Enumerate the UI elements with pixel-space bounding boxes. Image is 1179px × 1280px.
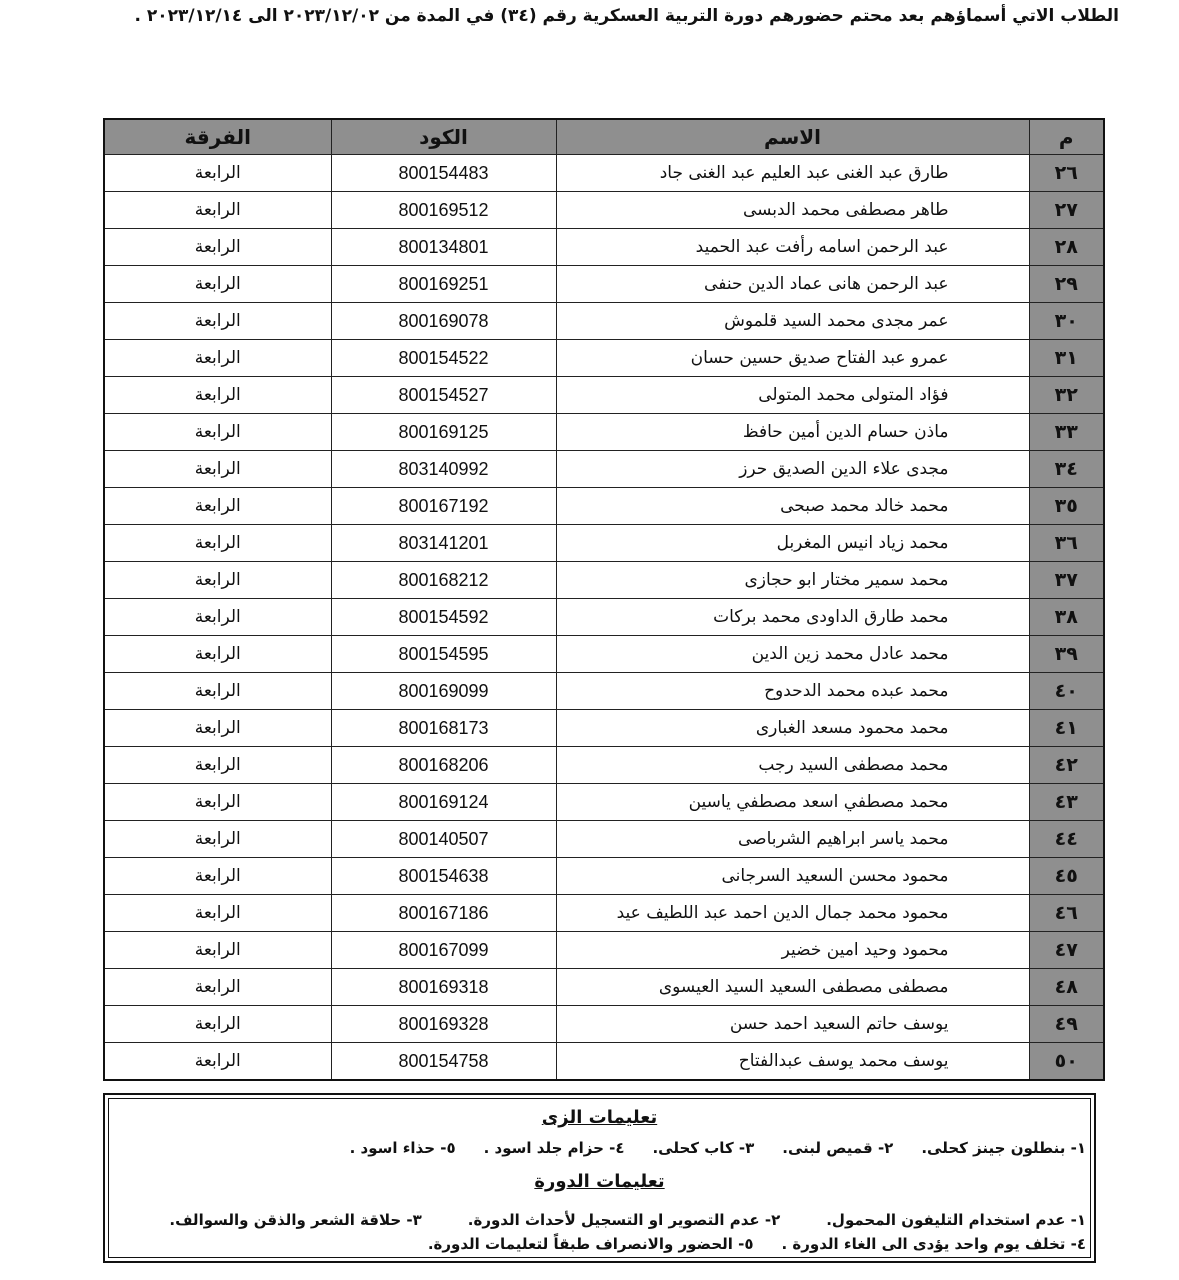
- student-code: 800169251: [331, 266, 556, 303]
- table-row: [104, 303, 1104, 340]
- student-name: يوسف حاتم السعيد احمد حسن: [556, 1006, 1029, 1043]
- student-division: الرابعة: [104, 229, 331, 266]
- student-name: ماذن حسام الدين أمين حافظ: [556, 414, 1029, 451]
- student-code: 800168173: [331, 710, 556, 747]
- row-number: ٣٨: [1029, 599, 1104, 636]
- table-row: [104, 673, 1104, 710]
- table-row: [104, 192, 1104, 229]
- student-division: الرابعة: [104, 895, 331, 932]
- table-row: [104, 636, 1104, 673]
- student-division: الرابعة: [104, 562, 331, 599]
- student-name: فؤاد المتولى محمد المتولى: [556, 377, 1029, 414]
- course-instructions-heading: تعليمات الدورة: [534, 1171, 665, 1192]
- course-item: ١- عدم استخدام التليفون المحمول.: [826, 1211, 1086, 1229]
- uniform-item: ٣- كاب كحلى.: [652, 1139, 755, 1157]
- uniform-item: ٤- حزام جلد اسود .: [483, 1139, 625, 1157]
- student-name: عبد الرحمن اسامه رأفت عبد الحميد: [556, 229, 1029, 266]
- table-header-row: [104, 119, 1104, 155]
- student-division: الرابعة: [104, 1006, 331, 1043]
- table-row: [104, 451, 1104, 488]
- table-row: [104, 821, 1104, 858]
- row-number: ٤٣: [1029, 784, 1104, 821]
- row-number: ٣٩: [1029, 636, 1104, 673]
- student-name: محمود وحيد امين خضير: [556, 932, 1029, 969]
- table-body: [104, 155, 1104, 1081]
- student-name: عمر مجدى محمد السيد قلموش: [556, 303, 1029, 340]
- table-row: [104, 340, 1104, 377]
- table-row: [104, 858, 1104, 895]
- header-code: الكود: [331, 119, 556, 155]
- row-number: ٤٢: [1029, 747, 1104, 784]
- table-row: [104, 1006, 1104, 1043]
- table-row: [104, 747, 1104, 784]
- row-number: ٣٤: [1029, 451, 1104, 488]
- row-number: ٣٠: [1029, 303, 1104, 340]
- table-row: [104, 1043, 1104, 1081]
- student-name: محمد خالد محمد صبحى: [556, 488, 1029, 525]
- student-division: الرابعة: [104, 636, 331, 673]
- student-code: 800154595: [331, 636, 556, 673]
- row-number: ٤٩: [1029, 1006, 1104, 1043]
- student-name: محمد طارق الداودى محمد بركات: [556, 599, 1029, 636]
- uniform-item: ١- بنطلون جينز كحلى.: [921, 1139, 1086, 1157]
- student-name: طاهر مصطفى محمد الدبسى: [556, 192, 1029, 229]
- row-number: ٤٦: [1029, 895, 1104, 932]
- header-num: م: [1029, 119, 1104, 155]
- table-row: [104, 969, 1104, 1006]
- row-number: ٢٧: [1029, 192, 1104, 229]
- row-number: ٤٧: [1029, 932, 1104, 969]
- row-number: ٣٦: [1029, 525, 1104, 562]
- student-code: 800140507: [331, 821, 556, 858]
- table-row: [104, 599, 1104, 636]
- student-code: 803140992: [331, 451, 556, 488]
- row-number: ٣١: [1029, 340, 1104, 377]
- student-code: 800169099: [331, 673, 556, 710]
- student-division: الرابعة: [104, 525, 331, 562]
- table-row: [104, 525, 1104, 562]
- table-row: [104, 229, 1104, 266]
- student-code: 800169328: [331, 1006, 556, 1043]
- student-name: محمد سمير مختار ابو حجازى: [556, 562, 1029, 599]
- student-code: 803141201: [331, 525, 556, 562]
- student-code: 800154522: [331, 340, 556, 377]
- student-name: مصطفى مصطفى السعيد السيد العيسوى: [556, 969, 1029, 1006]
- student-name: طارق عبد الغنى عبد العليم عبد الغنى جاد: [556, 155, 1029, 192]
- table-row: [104, 414, 1104, 451]
- student-code: 800154592: [331, 599, 556, 636]
- student-division: الرابعة: [104, 599, 331, 636]
- student-code: 800169124: [331, 784, 556, 821]
- course-item: ٢- عدم التصوير او التسجيل لأحداث الدورة.: [467, 1211, 781, 1229]
- table-row: [104, 562, 1104, 599]
- table-row: [104, 895, 1104, 932]
- student-division: الرابعة: [104, 155, 331, 192]
- student-code: 800169078: [331, 303, 556, 340]
- row-number: ٤٤: [1029, 821, 1104, 858]
- student-name: محمود محسن السعيد السرجانى: [556, 858, 1029, 895]
- course-item: ٣- حلاقة الشعر والذقن والسوالف.: [169, 1211, 422, 1229]
- row-number: ٣٥: [1029, 488, 1104, 525]
- student-division: الرابعة: [104, 303, 331, 340]
- table-row: [104, 932, 1104, 969]
- student-code: 800167192: [331, 488, 556, 525]
- student-division: الرابعة: [104, 747, 331, 784]
- uniform-instructions-line: [113, 1139, 1086, 1157]
- header-division: الفرقة: [104, 119, 331, 155]
- table-row: [104, 155, 1104, 192]
- student-division: الرابعة: [104, 932, 331, 969]
- student-division: الرابعة: [104, 488, 331, 525]
- student-name: محمود محمد جمال الدين احمد عبد اللطيف عيد: [556, 895, 1029, 932]
- student-code: 800167186: [331, 895, 556, 932]
- students-table: [103, 118, 1105, 1081]
- student-code: 800154638: [331, 858, 556, 895]
- student-code: 800167099: [331, 932, 556, 969]
- row-number: ٣٧: [1029, 562, 1104, 599]
- student-name: يوسف محمد يوسف عبدالفتاح: [556, 1043, 1029, 1081]
- student-code: 800154483: [331, 155, 556, 192]
- row-number: ٥٠: [1029, 1043, 1104, 1081]
- student-division: الرابعة: [104, 784, 331, 821]
- row-number: ٢٦: [1029, 155, 1104, 192]
- page-title: الطلاب الاتي أسماؤهم بعد محتم حضورهم دورة التربية العسكرية رقم (٣٤) في المدة من ٢٠٢٣/١٢/٠٢ الى ٢٠٢٣/١٢/١٤ .: [134, 6, 1119, 26]
- student-division: الرابعة: [104, 377, 331, 414]
- student-division: الرابعة: [104, 414, 331, 451]
- student-name: مجدى علاء الدين الصديق حرز: [556, 451, 1029, 488]
- student-division: الرابعة: [104, 673, 331, 710]
- student-code: 800134801: [331, 229, 556, 266]
- student-division: الرابعة: [104, 710, 331, 747]
- student-division: الرابعة: [104, 858, 331, 895]
- table-row: [104, 488, 1104, 525]
- row-number: ٣٢: [1029, 377, 1104, 414]
- student-code: 800154527: [331, 377, 556, 414]
- student-division: الرابعة: [104, 1043, 331, 1081]
- course-item: ٤- تخلف يوم واحد يؤدى الى الغاء الدورة .: [781, 1235, 1086, 1253]
- table-row: [104, 784, 1104, 821]
- uniform-item: ٥- حذاء اسود .: [349, 1139, 456, 1157]
- table-row: [104, 266, 1104, 303]
- row-number: ٢٨: [1029, 229, 1104, 266]
- student-name: عبد الرحمن هانى عماد الدين حنفى: [556, 266, 1029, 303]
- course-item: ٥- الحضور والانصراف طبقاً لتعليمات الدورة.: [427, 1235, 754, 1253]
- student-code: 800169125: [331, 414, 556, 451]
- student-division: الرابعة: [104, 266, 331, 303]
- student-division: الرابعة: [104, 340, 331, 377]
- student-code: 800168206: [331, 747, 556, 784]
- student-name: محمد مصطفي اسعد مصطفي ياسين: [556, 784, 1029, 821]
- table-row: [104, 710, 1104, 747]
- row-number: ٤٨: [1029, 969, 1104, 1006]
- row-number: ٤٥: [1029, 858, 1104, 895]
- row-number: ٣٣: [1029, 414, 1104, 451]
- student-name: محمد محمود مسعد الغبارى: [556, 710, 1029, 747]
- student-code: 800169318: [331, 969, 556, 1006]
- student-name: محمد زياد انيس المغربل: [556, 525, 1029, 562]
- course-instructions-line-1: [113, 1211, 1086, 1229]
- student-code: 800169512: [331, 192, 556, 229]
- course-instructions-line-2: [113, 1235, 1086, 1253]
- student-code: 800168212: [331, 562, 556, 599]
- student-name: عمرو عبد الفتاح صديق حسين حسان: [556, 340, 1029, 377]
- row-number: ٤١: [1029, 710, 1104, 747]
- student-name: محمد مصطفى السيد رجب: [556, 747, 1029, 784]
- table-row: [104, 377, 1104, 414]
- student-name: محمد عادل محمد زين الدين: [556, 636, 1029, 673]
- row-number: ٢٩: [1029, 266, 1104, 303]
- uniform-instructions-heading: تعليمات الزى: [541, 1107, 658, 1128]
- instructions-box: [103, 1093, 1096, 1263]
- row-number: ٤٠: [1029, 673, 1104, 710]
- student-division: الرابعة: [104, 969, 331, 1006]
- student-division: الرابعة: [104, 821, 331, 858]
- uniform-item: ٢- قميص لبنى.: [782, 1139, 894, 1157]
- student-name: محمد عبده محمد الدحدوح: [556, 673, 1029, 710]
- student-name: محمد ياسر ابراهيم الشرباصى: [556, 821, 1029, 858]
- header-name: الاسم: [556, 119, 1029, 155]
- student-code: 800154758: [331, 1043, 556, 1081]
- student-division: الرابعة: [104, 451, 331, 488]
- student-division: الرابعة: [104, 192, 331, 229]
